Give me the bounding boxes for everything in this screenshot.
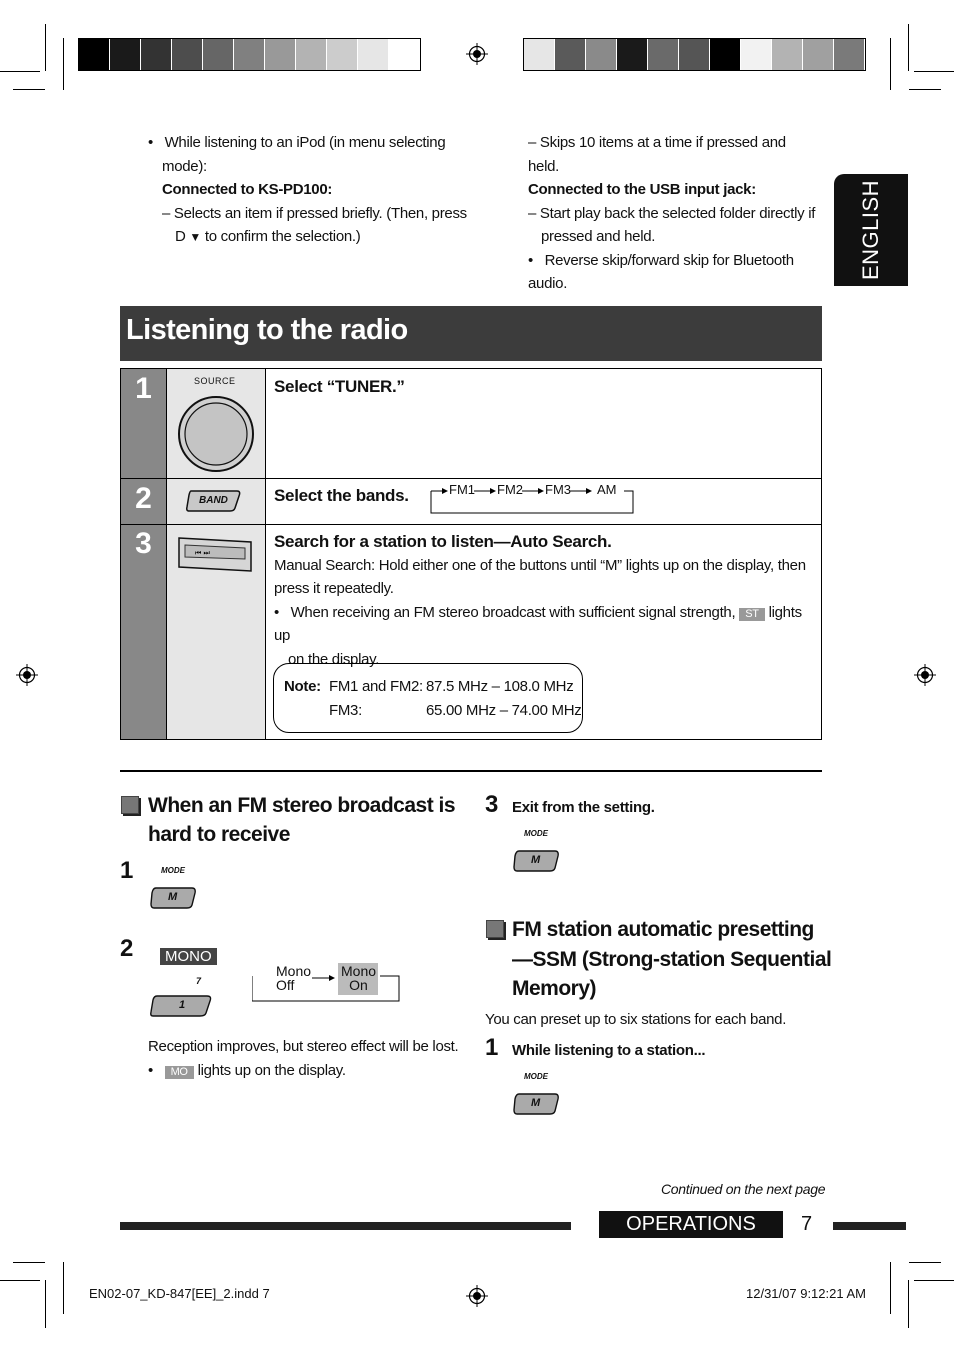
text: to confirm the selection.) <box>204 228 361 245</box>
color-bar-right <box>523 38 866 71</box>
color-bar-left <box>78 38 421 71</box>
language-label: ENGLISH <box>858 179 883 281</box>
fm-stereo-heading <box>148 791 455 849</box>
text: – Skips 10 items at a time if pressed and held. <box>528 134 786 175</box>
frequency-note-box <box>273 663 583 733</box>
text: On <box>349 977 368 993</box>
footer-rule <box>120 1222 571 1230</box>
color-swatch <box>710 39 741 70</box>
color-swatch <box>617 39 648 70</box>
heading-line: hard to receive <box>148 823 290 846</box>
crop-mark <box>908 24 909 71</box>
heading-line: When an FM stereo broadcast is <box>148 794 456 817</box>
color-swatch <box>586 39 617 70</box>
mono-indicator <box>160 948 217 966</box>
color-swatch <box>203 39 234 70</box>
mode-label: MODE <box>524 1072 548 1081</box>
color-swatch <box>79 39 110 70</box>
crop-mark <box>0 1280 40 1281</box>
note-range-fm12: 87.5 MHz – 108.0 MHz <box>426 678 574 695</box>
color-swatch <box>524 39 555 70</box>
band-fm2: FM2 <box>497 482 523 497</box>
note-range-fm3: 65.00 MHz – 74.00 MHz <box>426 702 582 719</box>
color-swatch <box>265 39 296 70</box>
mode-key-label: M <box>531 1097 541 1109</box>
text: – Selects an item if pressed briefly. (Then, press <box>162 204 467 222</box>
preset-key-label: 7 <box>196 976 202 986</box>
note-label: Note: <box>284 678 321 695</box>
st-indicator: ST <box>739 608 764 621</box>
mode-label: MODE <box>524 829 548 838</box>
step-number: 3 <box>485 791 499 818</box>
mono-result <box>148 1035 468 1082</box>
color-swatch <box>389 39 420 70</box>
crop-mark <box>890 38 891 90</box>
crop-mark <box>914 71 954 72</box>
step-number: 3 <box>135 527 152 560</box>
ssm-heading <box>512 915 831 1004</box>
page-title: Listening to the radio <box>126 314 408 346</box>
color-swatch <box>741 39 772 70</box>
text: mode): <box>162 157 207 175</box>
square-bullet-icon <box>121 796 139 814</box>
band-button-label: BAND <box>199 495 228 506</box>
ssm-intro: You can preset up to six stations for each band. <box>485 1011 787 1028</box>
bullet-line: • MO lights up on the display. <box>148 1061 346 1079</box>
crop-mark <box>914 1280 954 1281</box>
text: lights up <box>274 603 802 644</box>
page-number: 7 <box>801 1213 813 1235</box>
band-fm3: FM3 <box>545 482 571 497</box>
subheading: Connected to KS-PD100: <box>162 181 333 198</box>
step3-heading: Search for a station to listen—Auto Search. <box>274 532 612 551</box>
step-number: 1 <box>485 1034 499 1061</box>
color-swatch <box>803 39 834 70</box>
color-swatch <box>772 39 803 70</box>
bullet-line: • Reverse skip/forward skip for Bluetooth audio. <box>528 251 794 292</box>
heading-line: Memory) <box>512 977 597 1000</box>
text: Off <box>276 977 295 993</box>
bullet-line: • While listening to an iPod (in menu selecting <box>148 134 446 151</box>
color-swatch <box>234 39 265 70</box>
section-title-bar <box>120 306 822 361</box>
text: – Start play back the selected folder directly if <box>528 204 816 222</box>
step-number: 1 <box>120 857 134 884</box>
color-swatch <box>834 39 865 70</box>
step-number: 1 <box>135 372 152 405</box>
step-number: 2 <box>120 935 134 962</box>
note-band-fm3: FM3: <box>329 702 362 719</box>
preset-key-number: 1 <box>179 999 186 1011</box>
crop-mark <box>909 89 941 90</box>
crop-mark <box>13 89 45 90</box>
color-swatch <box>172 39 203 70</box>
mono-toggle-diagram <box>252 962 401 1004</box>
color-swatch <box>648 39 679 70</box>
mode-key-label: M <box>531 854 541 866</box>
crop-mark <box>45 24 46 71</box>
mode-key-label: M <box>168 891 178 903</box>
continued-note: Continued on the next page <box>661 1181 826 1197</box>
heading-line: —SSM (Strong-station Sequential <box>512 947 832 971</box>
color-swatch <box>555 39 586 70</box>
text: lights up on the display. <box>197 1061 346 1079</box>
text: pressed and held. <box>541 228 656 245</box>
svg-text:⏮ ⏭: ⏮ ⏭ <box>195 549 210 557</box>
band-fm1: FM1 <box>449 482 475 497</box>
mono-badge: MONO <box>160 948 217 965</box>
step-number: 2 <box>135 482 152 515</box>
note-band-fm12: FM1 and FM2: <box>329 678 423 695</box>
usb-notes <box>528 131 818 296</box>
text: Manual Search: Hold either one of the buttons until “M” lights up on the display, then <box>274 556 806 574</box>
bullet-line: • When receiving an FM stereo broadcast with sufficient signal strength, ST lights up <box>274 603 802 644</box>
ipod-notes <box>148 131 478 250</box>
section-divider <box>120 770 822 772</box>
square-bullet-icon <box>486 920 504 938</box>
text-line <box>148 225 478 250</box>
text: press it repeatedly. <box>274 580 394 597</box>
registration-mark-icon <box>466 43 488 65</box>
band-am: AM <box>597 482 617 497</box>
step2-instruction: Select the bands. <box>274 486 409 505</box>
text: While listening to an iPod (in menu selecting <box>164 134 446 151</box>
crop-mark <box>63 38 64 90</box>
mono-off-label <box>276 964 311 992</box>
crop-mark <box>909 1262 941 1263</box>
date-slug: 12/31/07 9:12:21 AM <box>746 1286 866 1301</box>
text: Mono <box>276 963 312 979</box>
color-swatch <box>679 39 710 70</box>
crop-mark <box>63 1262 64 1314</box>
crop-mark <box>13 1262 45 1263</box>
step3-content <box>274 530 814 671</box>
down-triangle-icon: ▼ <box>189 230 201 244</box>
crop-mark <box>45 1280 46 1328</box>
heading-line: FM station automatic presetting <box>512 918 814 941</box>
text: Mono <box>341 963 377 979</box>
ssm-step1-instruction: While listening to a station... <box>512 1042 706 1059</box>
footer-rule <box>833 1222 906 1230</box>
mono-on-label <box>341 964 376 992</box>
registration-mark-icon <box>466 1285 488 1307</box>
color-swatch <box>110 39 141 70</box>
registration-mark-icon <box>16 664 38 686</box>
color-swatch <box>141 39 172 70</box>
mo-indicator: MO <box>165 1066 194 1079</box>
crop-mark <box>908 1280 909 1328</box>
row-divider <box>121 524 821 525</box>
source-knob-icon[interactable] <box>175 393 257 475</box>
seek-buttons-icon[interactable] <box>177 533 255 575</box>
step1-instruction: Select “TUNER.” <box>274 377 405 396</box>
exit-instruction: Exit from the setting. <box>512 799 655 816</box>
registration-mark-icon <box>914 664 936 686</box>
subheading: Connected to the USB input jack: <box>528 181 756 198</box>
crop-mark <box>890 1262 891 1314</box>
text: D <box>175 228 186 245</box>
text: Reverse skip/forward skip for Bluetooth audio. <box>528 251 794 292</box>
color-swatch <box>358 39 389 70</box>
mode-label: MODE <box>161 866 185 875</box>
text: on the display. <box>288 650 380 668</box>
section-label: OPERATIONS <box>599 1211 783 1238</box>
text: When receiving an FM stereo broadcast with sufficient signal strength, <box>290 603 736 621</box>
language-tab <box>834 174 908 286</box>
file-slug: EN02-07_KD-847[EE]_2.indd 7 <box>89 1286 270 1301</box>
crop-mark <box>0 71 40 72</box>
color-swatch <box>327 39 358 70</box>
source-label: SOURCE <box>194 376 236 386</box>
color-swatch <box>296 39 327 70</box>
text: Reception improves, but stereo effect will be lost. <box>148 1038 459 1055</box>
